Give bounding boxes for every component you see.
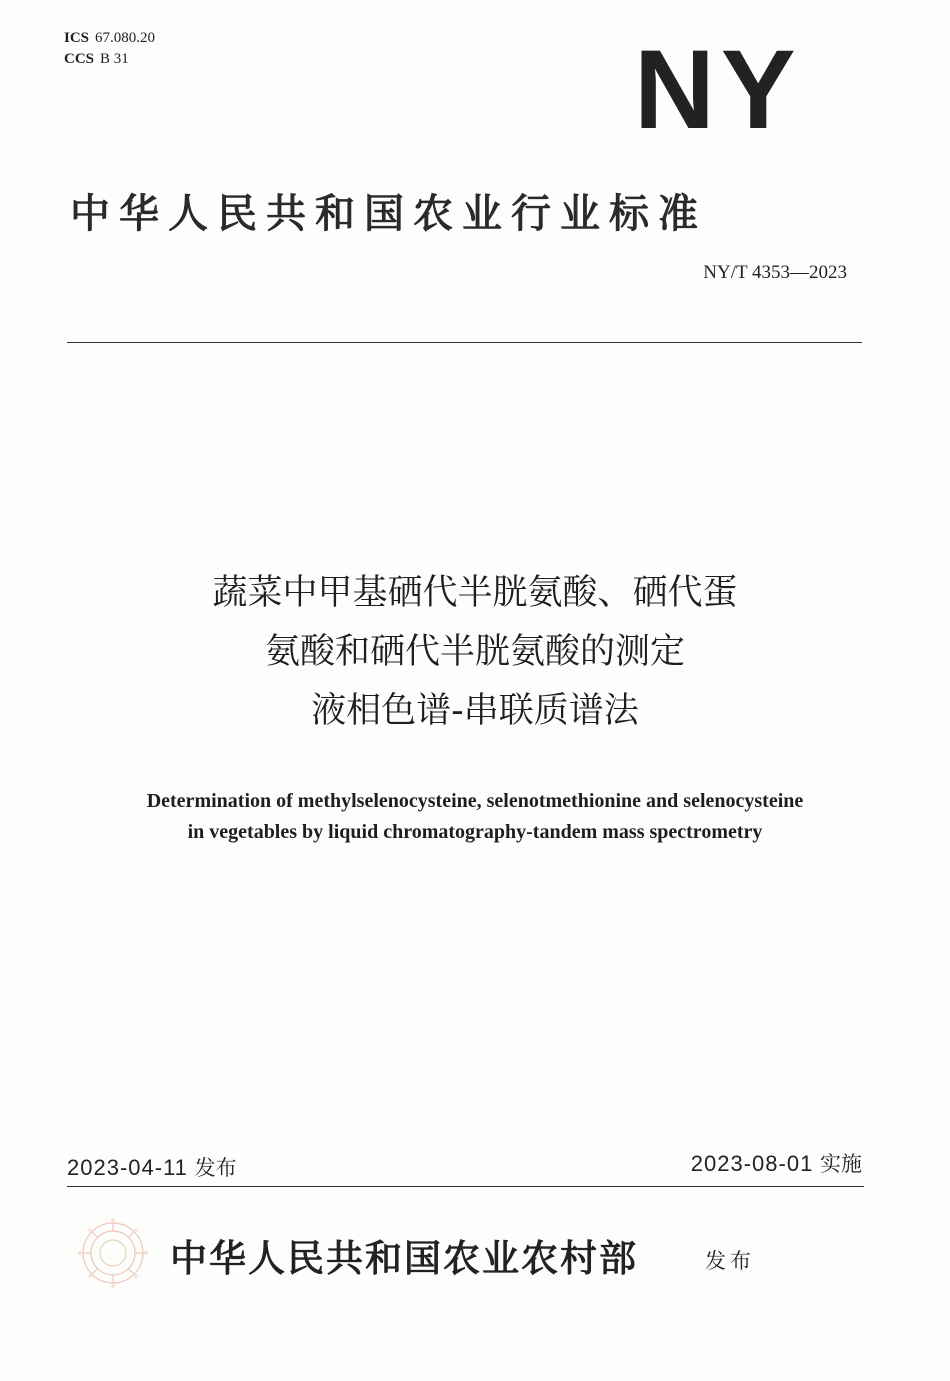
top-divider	[67, 342, 862, 343]
chinese-title-line-2: 氨酸和硒代半胱氨酸的测定	[264, 632, 685, 672]
classification-codes	[64, 28, 155, 70]
ics-value: 67.080.20	[95, 30, 156, 46]
standard-number: NY/T 4353—2023	[703, 262, 847, 283]
ccs-code	[64, 49, 155, 70]
standard-category-title: 中华人民共和国农业行业标准	[70, 191, 707, 237]
ministry-emblem-icon	[74, 1214, 152, 1292]
ccs-value: B 31	[100, 51, 129, 67]
publisher-name: 中华人民共和国农业农村部	[170, 1236, 638, 1280]
issue-date: 2023-04-11	[67, 1155, 188, 1180]
ics-key: ICS	[64, 30, 90, 46]
implement-date: 2023-08-01	[690, 1151, 814, 1176]
implement-date-block	[691, 1148, 862, 1178]
issue-label: 发布	[194, 1156, 237, 1180]
english-title	[40, 786, 910, 848]
publish-label: 发布	[705, 1249, 755, 1273]
chinese-title	[75, 564, 875, 741]
bottom-divider	[67, 1186, 864, 1187]
ccs-key: CCS	[64, 51, 95, 67]
english-title-line-1: Determination of methylselenocysteine, selenotmethionine and selenocysteine	[146, 790, 804, 812]
english-title-line-2: in vegetables by liquid chromatography-tandem mass spectrometry	[187, 821, 763, 843]
issue-date-block	[67, 1152, 237, 1182]
ny-logo: NY	[634, 27, 802, 152]
chinese-title-line-1: 蔬菜中甲基硒代半胱氨酸、硒代蛋	[212, 573, 738, 613]
ics-code	[64, 28, 155, 49]
implement-label: 实施	[820, 1152, 862, 1176]
chinese-title-line-3: 液相色谱-串联质谱法	[311, 691, 639, 731]
dates-row	[67, 1152, 862, 1184]
